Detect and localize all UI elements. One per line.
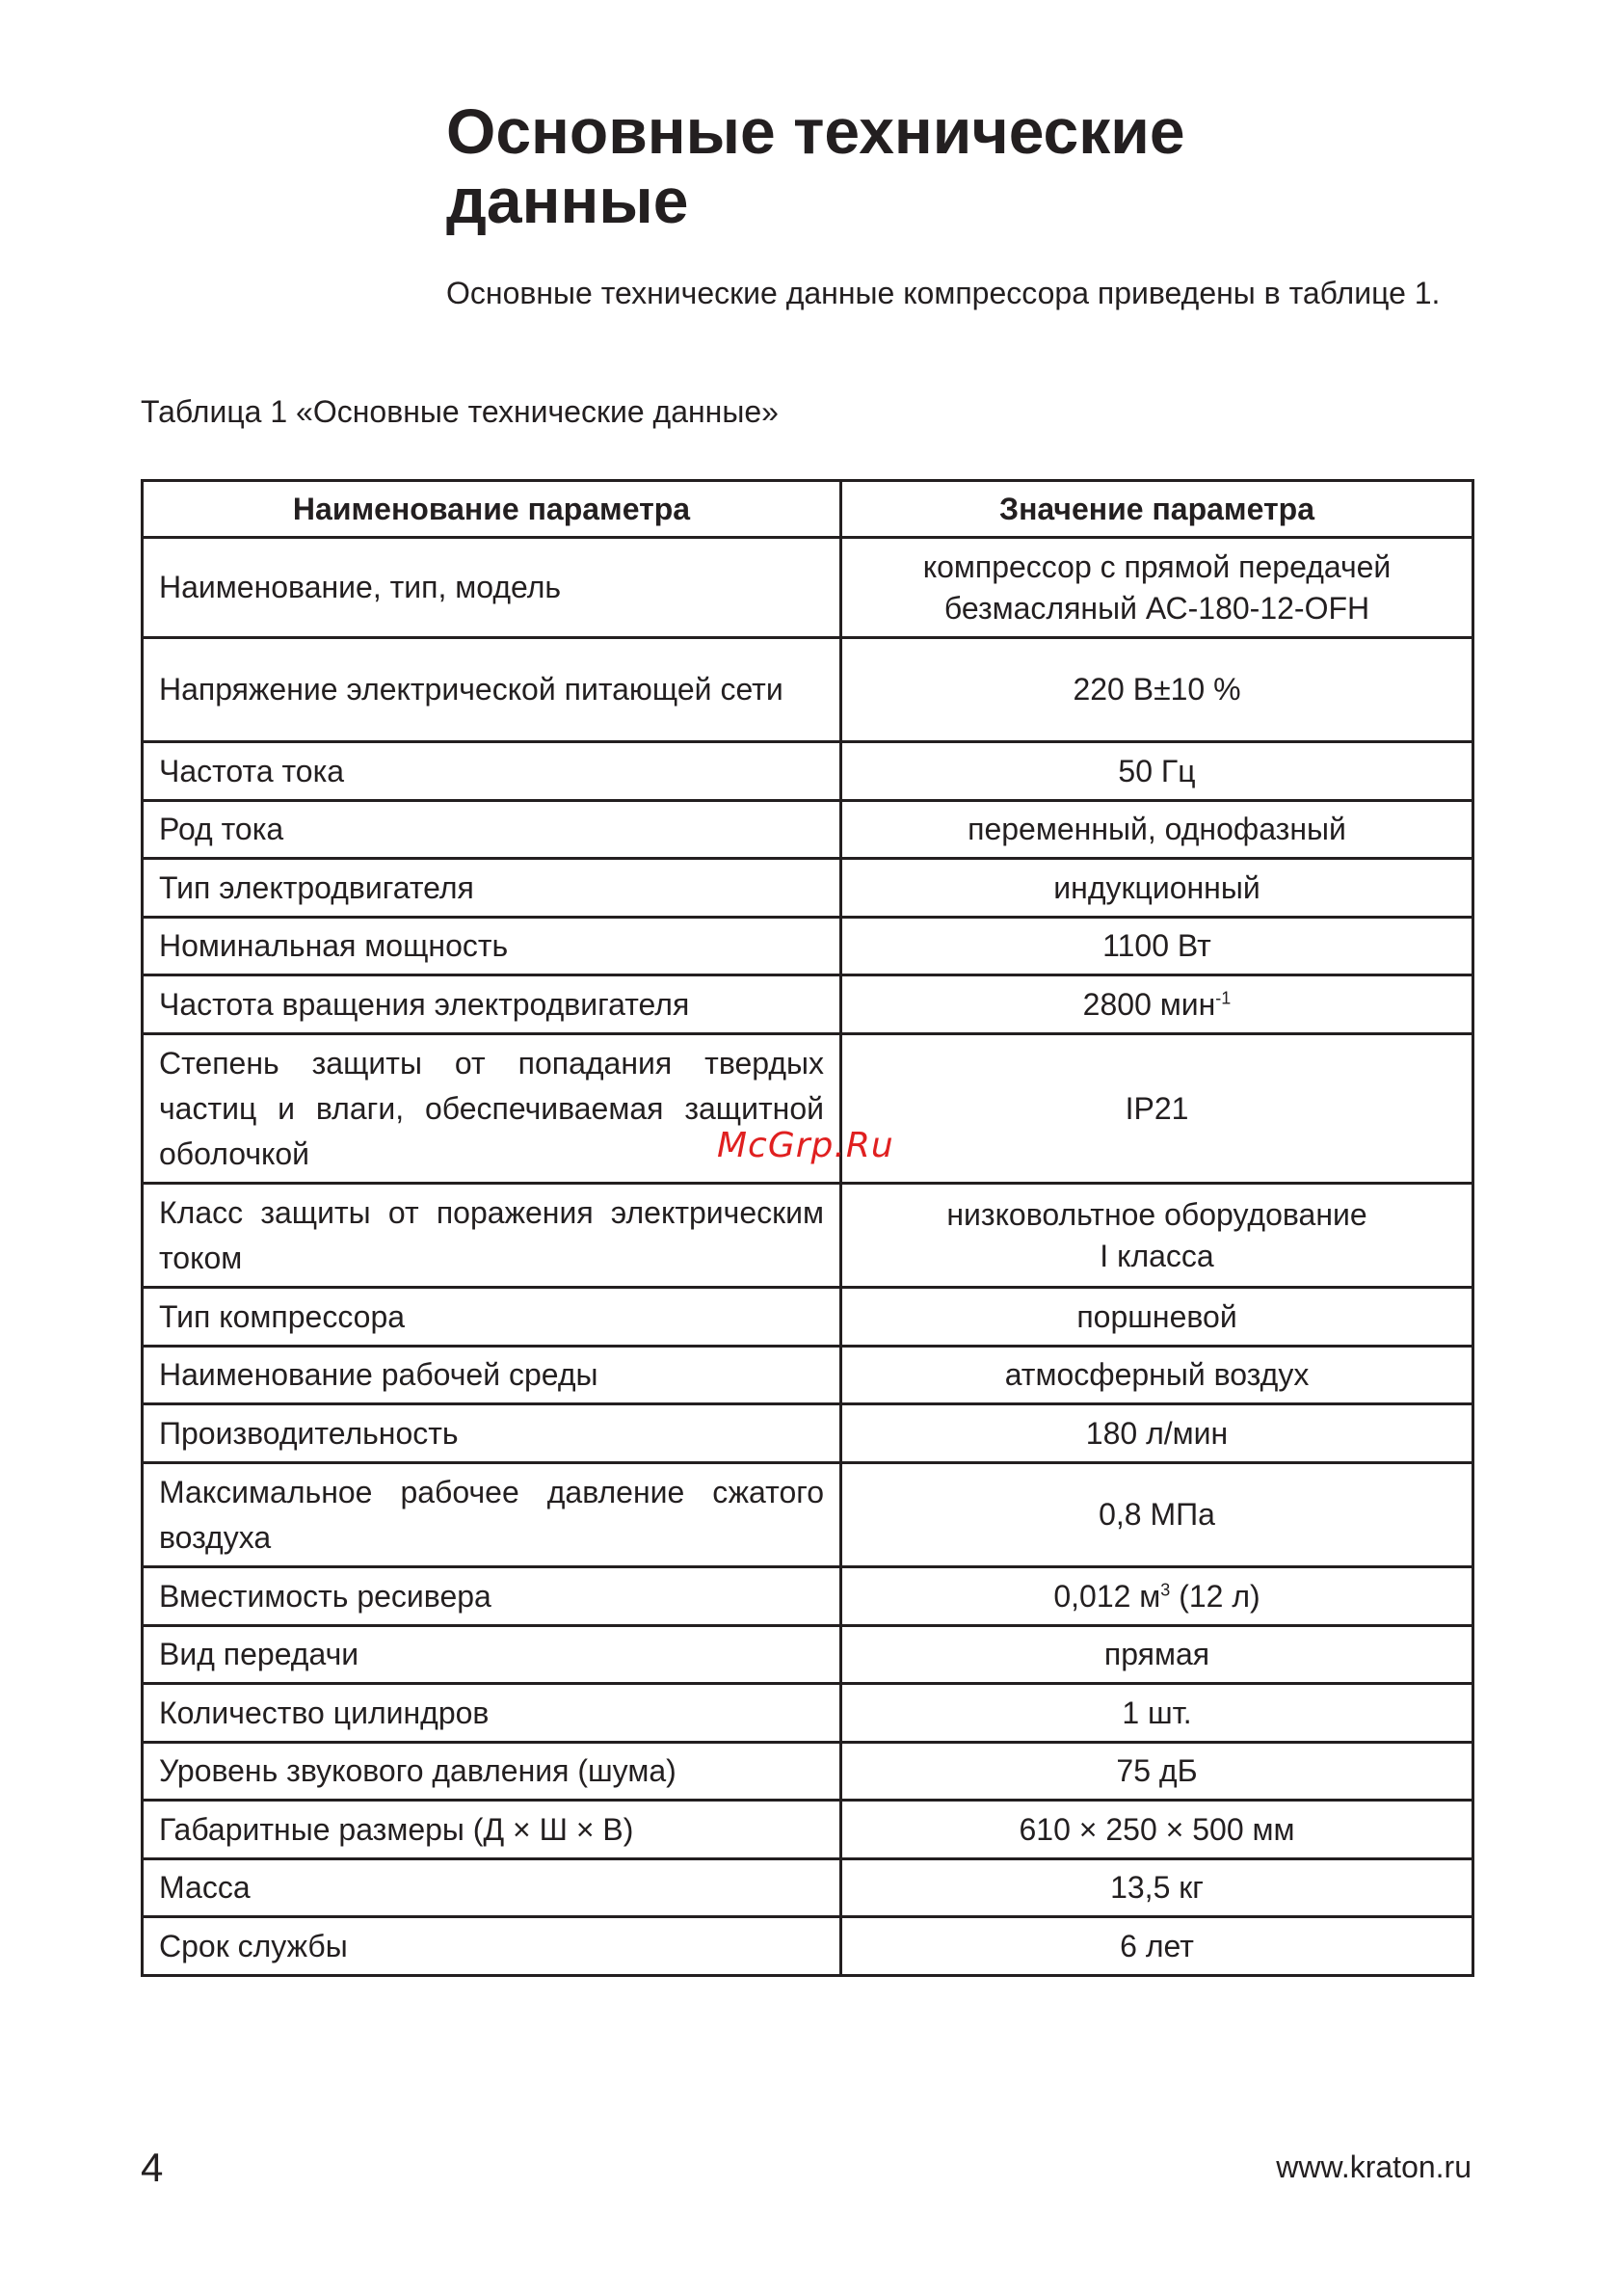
parameter-value-cell xyxy=(841,1684,1473,1743)
parameter-value-cell xyxy=(841,638,1473,742)
parameter-value-cell xyxy=(841,1288,1473,1347)
parameter-name-cell: Тип компрессора xyxy=(143,1288,841,1347)
table-row xyxy=(143,1404,1473,1463)
value-text: 1100 Вт xyxy=(1102,928,1211,963)
parameter-value-cell xyxy=(841,742,1473,801)
table-row xyxy=(143,859,1473,918)
value-superscript: -1 xyxy=(1215,987,1232,1007)
value-text: 0,012 м xyxy=(1053,1578,1161,1614)
table-row xyxy=(143,742,1473,801)
title-line-2: данные xyxy=(446,165,689,236)
table-row xyxy=(143,1917,1473,1976)
table-row xyxy=(143,1684,1473,1743)
header-parameter-name: Наименование параметра xyxy=(143,481,841,538)
watermark: McGrp.Ru xyxy=(717,1126,894,1165)
parameter-name-cell: Масса xyxy=(143,1859,841,1917)
parameter-value-cell xyxy=(841,1567,1473,1626)
value-text: 0,8 МПа xyxy=(1099,1497,1215,1532)
parameter-name-cell: Максимальное рабочее давление сжатого воздуха xyxy=(143,1463,841,1567)
parameter-name-cell: Род тока xyxy=(143,801,841,859)
value-text: прямая xyxy=(1103,1637,1210,1671)
value-text: 180 л/мин xyxy=(1085,1415,1229,1451)
parameter-name-cell: Номинальная мощность xyxy=(143,918,841,975)
parameter-value-cell xyxy=(841,1347,1473,1404)
value-text: 6 лет xyxy=(1120,1928,1194,1963)
table-row xyxy=(143,1626,1473,1684)
value-text: 13,5 кг xyxy=(1110,1870,1204,1905)
parameter-name-cell: Тип электродвигателя xyxy=(143,859,841,918)
value-line-1: компрессор с прямой передачей xyxy=(922,548,1392,584)
parameter-value-cell xyxy=(841,975,1473,1034)
value-line-2: безмасляный АС-180-12-OFH xyxy=(943,590,1370,626)
parameter-value-cell xyxy=(841,1859,1473,1917)
table-row xyxy=(143,1288,1473,1347)
table-row xyxy=(143,975,1473,1034)
parameter-value-cell xyxy=(841,538,1473,638)
parameter-value-cell xyxy=(841,1917,1473,1976)
table-row xyxy=(143,1859,1473,1917)
table-row xyxy=(143,538,1473,638)
table-row xyxy=(143,801,1473,859)
specifications-table xyxy=(141,479,1474,1977)
parameter-value-cell xyxy=(841,801,1473,859)
parameter-value-cell xyxy=(841,918,1473,975)
parameter-name-cell: Габаритные размеры (Д × Ш × В) xyxy=(143,1801,841,1859)
header-parameter-value: Значение параметра xyxy=(841,481,1473,538)
value-text: 1 шт. xyxy=(1122,1695,1192,1730)
table-row xyxy=(143,1463,1473,1567)
value-line-2: I класса xyxy=(1100,1238,1214,1273)
footer-url: www.kraton.ru xyxy=(1276,2149,1472,2184)
table-row xyxy=(143,1743,1473,1801)
table-row xyxy=(143,1347,1473,1404)
parameter-value-cell xyxy=(841,859,1473,918)
page-number: 4 xyxy=(141,2145,164,2190)
parameter-value-cell xyxy=(841,1801,1473,1859)
value-line-1: низковольтное оборудование xyxy=(946,1196,1367,1232)
table-row xyxy=(143,1184,1473,1288)
parameter-value-cell xyxy=(841,1404,1473,1463)
parameter-name-cell: Класс защиты от поражения электрическим током xyxy=(143,1184,841,1288)
value-text: IP21 xyxy=(1125,1090,1189,1126)
value-superscript: 3 xyxy=(1160,1579,1171,1599)
parameter-name-cell: Степень защиты от попадания твердых частиц и влаги, обеспечиваемая защитной оболочкой xyxy=(143,1034,841,1184)
parameter-value-cell xyxy=(841,1034,1473,1184)
page-title xyxy=(446,96,1506,235)
parameter-value-cell xyxy=(841,1743,1473,1801)
table-row xyxy=(143,1801,1473,1859)
table-row xyxy=(143,918,1473,975)
table-row xyxy=(143,1567,1473,1626)
parameter-name-cell: Наименование, тип, модель xyxy=(143,538,841,638)
value-suffix: (12 л) xyxy=(1170,1578,1260,1614)
value-text: 610 × 250 × 500 мм xyxy=(1019,1811,1295,1847)
table-caption: Таблица 1 «Основные технические данные» xyxy=(141,394,779,429)
parameter-name-cell: Вид передачи xyxy=(143,1626,841,1684)
parameter-name-cell: Срок службы xyxy=(143,1917,841,1976)
value-text: атмосферный воздух xyxy=(1004,1357,1310,1392)
table-row xyxy=(143,638,1473,742)
value-text: индукционный xyxy=(1053,869,1260,905)
value-text: 75 дБ xyxy=(1116,1753,1198,1788)
parameter-name-cell: Уровень звукового давления (шума) xyxy=(143,1743,841,1801)
parameter-name-cell: Вместимость ресивера xyxy=(143,1567,841,1626)
value-text: 2800 мин xyxy=(1082,986,1216,1022)
parameter-name-cell: Напряжение электрической питающей сети xyxy=(143,638,841,742)
table-header-row xyxy=(143,481,1473,538)
parameter-value-cell xyxy=(841,1184,1473,1288)
parameter-name-cell: Производительность xyxy=(143,1404,841,1463)
parameter-value-cell xyxy=(841,1463,1473,1567)
title-line-1: Основные технические xyxy=(446,95,1185,167)
parameter-name-cell: Частота вращения электродвигателя xyxy=(143,975,841,1034)
parameter-name-cell: Частота тока xyxy=(143,742,841,801)
parameter-name-cell: Количество цилиндров xyxy=(143,1684,841,1743)
parameter-name-cell: Наименование рабочей среды xyxy=(143,1347,841,1404)
value-text: поршневой xyxy=(1076,1298,1237,1334)
intro-paragraph: Основные технические данные компрессора приведены в таблице 1. xyxy=(446,276,1441,310)
value-text: 50 Гц xyxy=(1118,753,1196,788)
parameter-value-cell xyxy=(841,1626,1473,1684)
value-text: переменный, однофазный xyxy=(968,812,1346,846)
value-text: 220 В±10 % xyxy=(1073,672,1241,707)
